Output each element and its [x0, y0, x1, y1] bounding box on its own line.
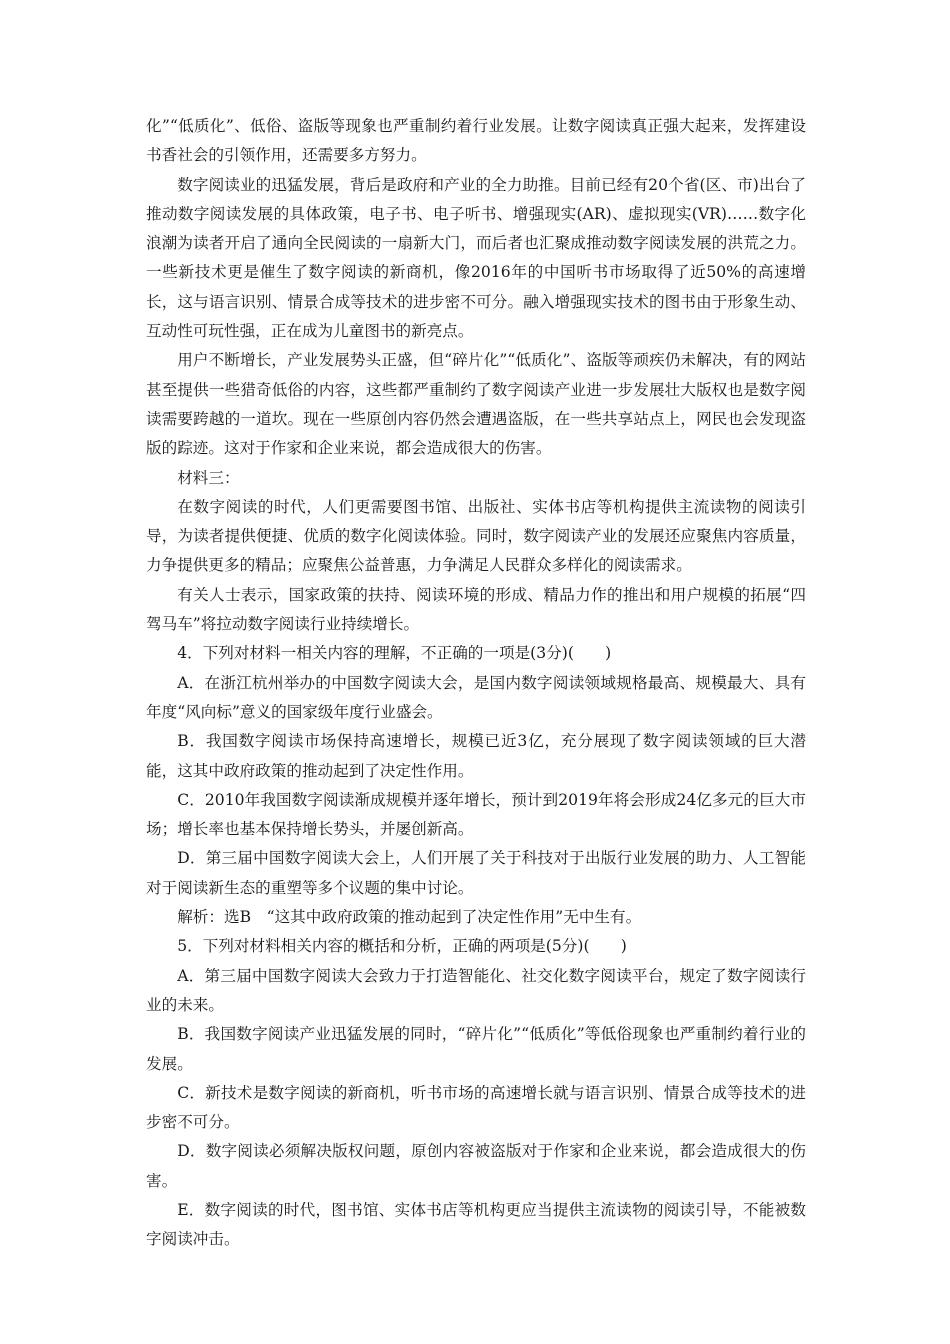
paragraph-reading-era: 在数字阅读的时代，人们更需要图书馆、出版社、实体书店等机构提供主流读物的阅读引导，为读者提供便捷、优质的数字化阅读体验。同时，数字阅读产业的发展还应聚焦内容质量，力争提供更多的精品；应聚焦公益普惠，力争满足人民群众多样化的阅读需求。 — [146, 497, 806, 575]
question-5-option-c: C．新技术是数字阅读的新商机，听书市场的高速增长就与语言识别、情景合成等技术的进步密不可分。 — [146, 1083, 806, 1132]
paragraph-four-horses: 有关人士表示，国家政策的扶持、阅读环境的形成、精品力作的推出和用户规模的拓展“四驾马车”将拉动数字阅读行业持续增长。 — [146, 585, 806, 634]
question-4-option-b: B．我国数字阅读市场保持高速增长，规模已近3亿，充分展现了数字阅读领域的巨大潜能，这其中政府政策的推动起到了决定性作用。 — [146, 732, 806, 780]
question-4-option-d: D．第三届中国数字阅读大会上，人们开展了关于科技对于出版行业发展的助力、人工智能对于阅读新生态的重塑等多个议题的集中讨论。 — [146, 849, 806, 897]
question-5-option-a: A．第三届中国数字阅读大会致力于打造智能化、社交化数字阅读平台，规定了数字阅读行业的未来。 — [146, 966, 806, 1014]
question-4-option-a: A．在浙江杭州举办的中国数字阅读大会，是国内数字阅读领域规格最高、规模最大、具有年度“风向标”意义的国家级年度行业盛会。 — [146, 673, 806, 721]
question-5-option-b: B．我国数字阅读产业迅猛发展的同时，“碎片化”“低质化”等低俗现象也严重制约着行业的发展。 — [146, 1025, 806, 1073]
question-5-option-e: E．数字阅读的时代，图书馆、实体书店等机构更应当提供主流读物的阅读引导，不能被数字阅读冲击。 — [146, 1200, 806, 1249]
question-4-option-c: C．2010年我国数字阅读渐成规模并逐年增长，预计到2019年将会形成24亿多元的巨大市场；增长率也基本保持增长势头，并屡创新高。 — [146, 790, 806, 839]
paragraph-user-growth: 用户不断增长，产业发展势头正盛，但“碎片化”“低质化”、盗版等顽疾仍未解决，有的网站甚至提供一些猎奇低俗的内容，这些都严重制约了数字阅读产业进一步发展壮大版权也是数字阅读需要跨越的一道坎。现在一些原创内容仍然会遭遇盗版，在一些共享站点上，网民也会发现盗版的踪迹。这对于作家和企业来说，都会造成很大的伤害。 — [146, 351, 806, 458]
question-4-analysis: 解析：选B “这其中政府政策的推动起到了决定性作用”无中生有。 — [177, 908, 642, 927]
material-three-heading: 材料三： — [177, 468, 240, 487]
question-5-option-d: D．数字阅读必须解决版权问题，原创内容被盗版对于作家和企业来说，都会造成很大的伤害。 — [146, 1142, 806, 1190]
question-5-stem: 5．下列对材料相关内容的概括和分析，正确的两项是(5分)( ) — [177, 937, 627, 956]
document-page — [146, 112, 806, 1255]
paragraph-continuation: 化”“低质化”、低俗、盗版等现象也严重制约着行业发展。让数字阅读真正强大起来，发挥建设书香社会的引领作用，还需要多方努力。 — [146, 117, 806, 165]
paragraph-government-support: 数字阅读业的迅猛发展，背后是政府和产业的全力助推。目前已经有20个省(区、市)出台了推动数字阅读发展的具体政策，电子书、电子听书、增强现实(AR)、虚拟现实(VR)……数字化浪潮为读者开启了通向全民阅读的一扇新大门，而后者也汇聚成推动数字阅读发展的洪荒之力。一些新技术更是催生了数字阅读的新商机，像2016年的中国听书市场取得了近50%的高速增长，这与语言识别、情景合成等技术的进步密不可分。融入增强现实技术的图书由于形象生动、互动性可玩性强，正在成为儿童图书的新亮点。 — [146, 175, 806, 341]
question-4-stem: 4．下列对材料一相关内容的理解，不正确的一项是(3分)( ) — [177, 644, 612, 663]
